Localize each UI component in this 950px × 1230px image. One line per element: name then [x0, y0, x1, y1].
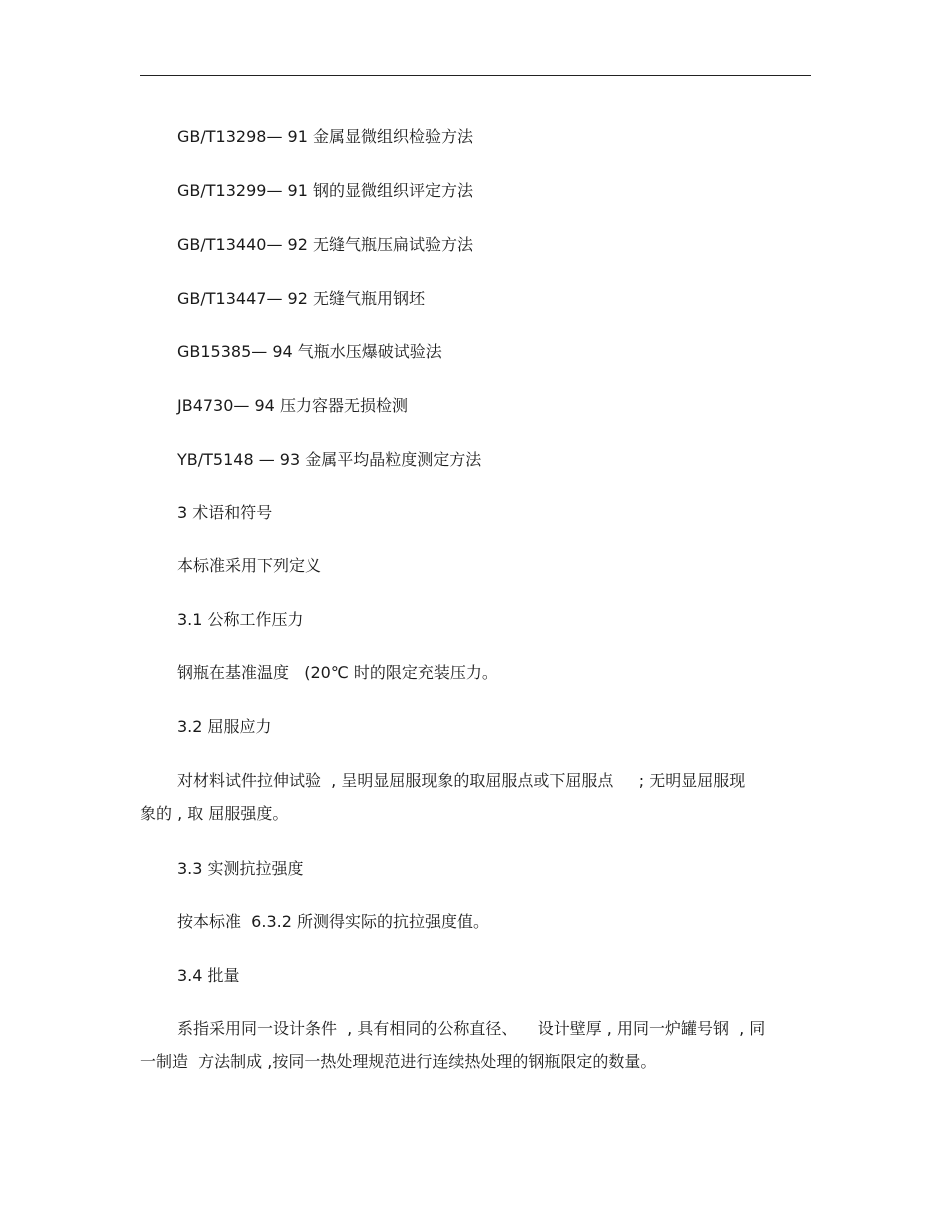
ref-gbt13440: GB/T13440— 92 无缝气瓶压扁试验方法: [177, 235, 473, 254]
section-3-2-heading: 3.2 屈服应力: [177, 717, 272, 736]
section-3-2-text-line-1: 对材料试件拉伸试验 , 呈明显屈服现象的取屈服点或下屈服点 ; 无明显屈服现: [177, 771, 746, 790]
header-rule: [140, 75, 811, 76]
section-3-4-text-line-1: 系指采用同一设计条件 , 具有相同的公称直径、 设计壁厚 , 用同一炉罐号钢 , 同: [177, 1019, 766, 1038]
section-3-4-heading: 3.4 批量: [177, 966, 240, 985]
ref-ybt5148: YB/T5148 — 93 金属平均晶粒度测定方法: [177, 450, 482, 469]
section-3-1-heading: 3.1 公称工作压力: [177, 610, 304, 629]
ref-gbt13298: GB/T13298— 91 金属显微组织检验方法: [177, 127, 473, 146]
section-3-4-text-line-2: 一制造 方法制成 ,按同一热处理规范进行连续热处理的钢瓶限定的数量。: [140, 1052, 657, 1071]
ref-gbt13299: GB/T13299— 91 钢的显微组织评定方法: [177, 181, 473, 200]
ref-jb4730: JB4730— 94 压力容器无损检测: [177, 396, 408, 415]
section-3-intro: 本标准采用下列定义: [177, 556, 322, 575]
section-3-3-heading: 3.3 实测抗拉强度: [177, 859, 304, 878]
section-3-heading: 3 术语和符号: [177, 503, 273, 522]
ref-gbt13447: GB/T13447— 92 无缝气瓶用钢坯: [177, 289, 425, 308]
section-3-1-text: 钢瓶在基准温度 (20℃ 时的限定充装压力。: [177, 663, 498, 682]
section-3-2-text-line-2: 象的 , 取 屈服强度。: [140, 804, 289, 823]
section-3-3-text: 按本标准 6.3.2 所测得实际的抗拉强度值。: [177, 912, 489, 931]
ref-gb15385: GB15385— 94 气瓶水压爆破试验法: [177, 342, 442, 361]
